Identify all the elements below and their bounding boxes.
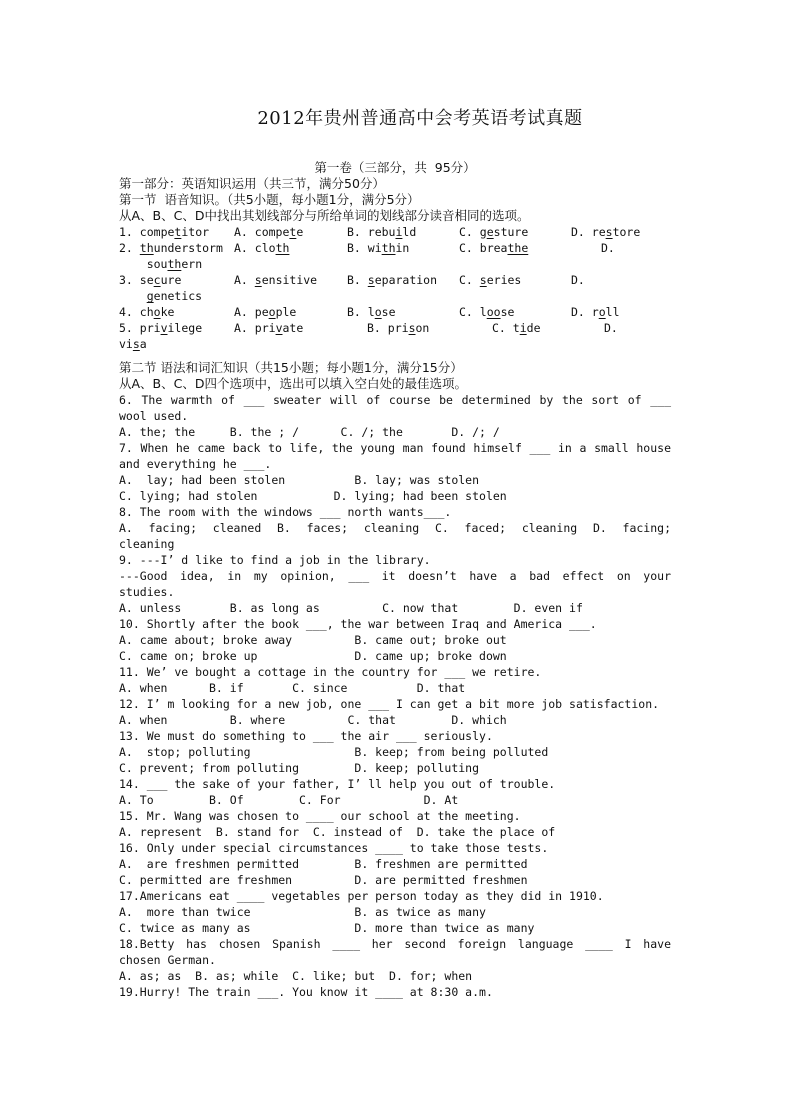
question-14-stem: 14. ___ the sake of your father, I’ ll help you out of trouble. xyxy=(119,777,556,791)
question-18-options: A. as; as B. as; while C. like; but D. for; when xyxy=(119,969,473,983)
question-17-options-1: A. more than twice B. as twice as many xyxy=(119,905,486,919)
question-7-stem-cont: and everything he ___. xyxy=(119,457,272,471)
option-b: B. prison xyxy=(367,321,430,335)
phonetics-question-3 xyxy=(119,272,671,288)
question-14-options: A. To B. Of C. For D. At xyxy=(119,793,459,807)
question-17-options-2: C. twice as many as D. more than twice as many xyxy=(119,921,535,935)
section2-instructions: 从A、B、C、D四个选项中，选出可以填入空白处的最佳选项。 xyxy=(119,376,467,391)
question-9-stem: 9. ---I’ d like to find a job in the library. xyxy=(119,553,431,567)
question-13-options-1: A. stop; polluting B. keep; from being polluted xyxy=(119,745,549,759)
question-8-stem: 8. The room with the windows ___ north wants___. xyxy=(119,505,452,519)
option-c: C. breathe xyxy=(459,241,529,255)
option-d-word: southern xyxy=(146,257,203,271)
question-10-options-2: C. came on; broke up D. came up; broke down xyxy=(119,649,507,663)
question-8-options: A. facing; cleaned B. faces; cleaning C. faced; cleaning D. facing; xyxy=(119,521,671,535)
option-c: C. loose xyxy=(459,305,515,319)
option-b: B. rebuild xyxy=(347,225,417,239)
option-c: C. tide xyxy=(492,321,541,335)
option-d: D. roll xyxy=(571,305,620,319)
phonetics-question-1 xyxy=(119,224,671,240)
question-12-options: A. when B. where C. that D. which xyxy=(119,713,507,727)
question-9-stem-cont-2: studies. xyxy=(119,585,175,599)
question-stem: 1. competitor xyxy=(119,225,210,239)
question-6-stem-cont: wool used. xyxy=(119,409,189,423)
option-a: A. private xyxy=(234,321,304,335)
question-16-options-2: C. permitted are freshmen D. are permitted freshmen xyxy=(119,873,528,887)
question-6-stem: 6. The warmth of ___ sweater will of course be determined by the sort of ___ xyxy=(119,393,671,407)
option-d-label: D. xyxy=(601,241,615,255)
exam-content xyxy=(119,160,671,1000)
option-d-word: genetics xyxy=(146,289,203,303)
phonetics-question-4 xyxy=(119,304,671,320)
question-6-options: A. the; the B. the ; / C. /; the D. /; / xyxy=(119,425,500,439)
question-15-options: A. represent B. stand for C. instead of D. take the place of xyxy=(119,825,556,839)
question-10-options-1: A. came about; broke away B. came out; broke out xyxy=(119,633,507,647)
question-11-options: A. when B. if C. since D. that xyxy=(119,681,466,695)
option-c: C. series xyxy=(459,273,522,287)
question-stem: 5. privilege xyxy=(119,321,203,335)
section1-instructions: 从A、B、C、D中找出其划线部分与所给单词的划线部分读音相同的选项。 xyxy=(119,208,530,223)
volume-heading: 第一卷（三部分，共 95分） xyxy=(314,160,476,175)
option-a: A. compete xyxy=(234,225,304,239)
option-d-label: D. xyxy=(571,273,585,287)
question-13-options-2: C. prevent; from polluting D. keep; polluting xyxy=(119,761,480,775)
question-17-stem: 17.Americans eat ____ vegetables per person today as they did in 1910. xyxy=(119,889,604,903)
part1-heading: 第一部分：英语知识运用（共三节，满分50分） xyxy=(119,176,385,191)
question-7-options-1: A. lay; had been stolen B. lay; was stolen xyxy=(119,473,480,487)
section1-heading: 第一节 语音知识。（共5小题，每小题1分，满分5分） xyxy=(119,192,420,207)
question-8-options-cont: cleaning xyxy=(119,537,175,551)
question-16-options-1: A. are freshmen permitted B. freshmen are permitted xyxy=(119,857,528,871)
option-d-word: visa xyxy=(119,337,147,351)
option-b: B. separation xyxy=(347,273,438,287)
option-b: B. within xyxy=(347,241,410,255)
question-9-options: A. unless B. as long as C. now that D. even if xyxy=(119,601,583,615)
option-d: D. restore xyxy=(571,225,641,239)
option-d-label: D. xyxy=(604,321,618,335)
phonetics-question-2 xyxy=(119,240,671,256)
question-9-stem-cont: ---Good idea, in my opinion, ___ it doesn’t have a bad effect on your xyxy=(119,569,671,583)
question-19-stem: 19.Hurry! The train ___. You know it ____ at 8:30 a.m. xyxy=(119,985,493,999)
question-11-stem: 11. We’ ve bought a cottage in the country for ___ we retire. xyxy=(119,665,542,679)
option-a: A. sensitive xyxy=(234,273,318,287)
question-12-stem: 12. I’ m looking for a new job, one ___ I can get a bit more job satisfaction. xyxy=(119,697,660,711)
question-7-options-2: C. lying; had stolen D. lying; had been stolen xyxy=(119,489,507,503)
question-15-stem: 15. Mr. Wang was chosen to ____ our school at the meeting. xyxy=(119,809,521,823)
phonetics-question-5 xyxy=(119,320,671,336)
exam-title: 2012年贵州普通高中会考英语考试真题 xyxy=(257,108,583,129)
question-stem: 3. secure xyxy=(119,273,182,287)
question-18-stem: 18.Betty has chosen Spanish ____ her second foreign language ____ I have xyxy=(119,937,671,951)
question-stem: 2. thunderstorm xyxy=(119,241,223,255)
question-13-stem: 13. We must do something to ___ the air ___ seriously. xyxy=(119,729,493,743)
question-16-stem: 16. Only under special circumstances ____ to take those tests. xyxy=(119,841,549,855)
question-10-stem: 10. Shortly after the book ___, the war between Iraq and America ___. xyxy=(119,617,597,631)
question-18-stem-cont: chosen German. xyxy=(119,953,216,967)
option-a: A. people xyxy=(234,305,297,319)
question-7-stem: 7. When he came back to life, the young man found himself ___ in a small house xyxy=(119,441,671,455)
option-c: C. gesture xyxy=(459,225,529,239)
option-a: A. cloth xyxy=(234,241,290,255)
section2-heading: 第二节 语法和词汇知识（共15小题；每小题1分，满分15分） xyxy=(119,360,463,375)
option-b: B. lose xyxy=(347,305,396,319)
question-stem: 4. choke xyxy=(119,305,175,319)
